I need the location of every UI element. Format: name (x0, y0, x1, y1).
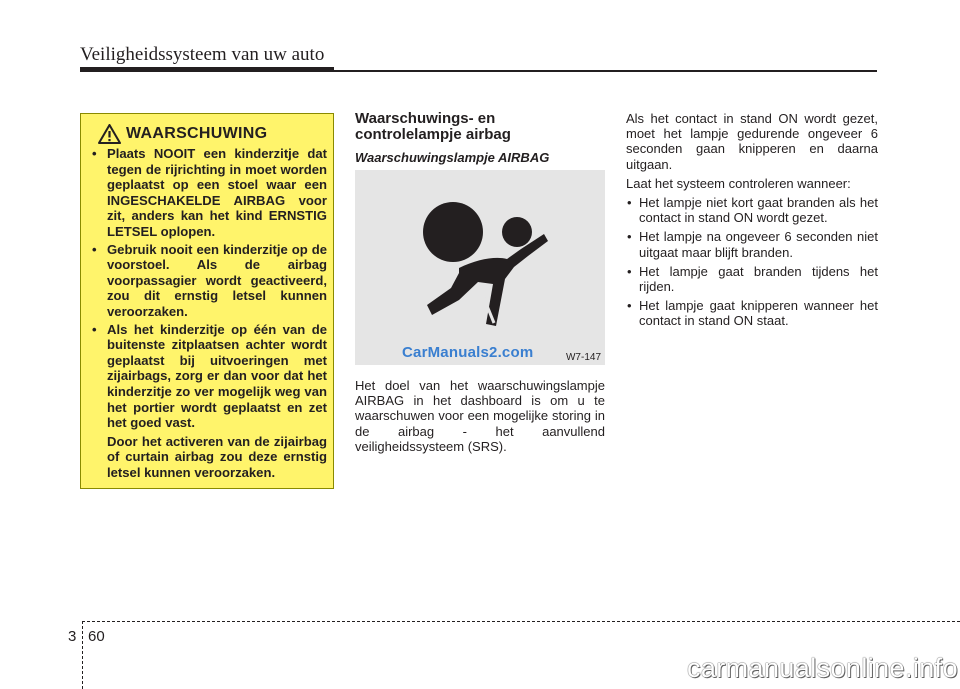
page-divider-vertical (82, 621, 83, 689)
header-rule-thick (80, 67, 334, 72)
check-item: • Het lampje gaat knipperen wanneer het contact in stand ON staat. (626, 298, 878, 328)
page-divider-horizontal (82, 621, 960, 622)
airbag-illustration (355, 170, 605, 365)
warning-item: • Als het kinderzitje op één van de buitenste zitplaatsen achter wordt geplaatst bij uitvoeringen met zijairbags, zorg er dan voor dat het kinderzitje zo ver mogelijk weg van het portier wordt geplaatst en zet het goed vast. (89, 322, 327, 431)
section-subtitle: Waarschuwingslampje AIRBAG (355, 150, 550, 165)
check-item: • Het lampje na ongeveer 6 seconden niet uitgaat maar blijft branden. (626, 229, 878, 259)
image-code: W7-147 (565, 352, 601, 363)
warning-extra-paragraph: Door het activeren van de zijairbag of curtain airbag zou deze ernstig letsel kunnen veroorzaken. (107, 433, 327, 480)
warning-box (80, 113, 334, 489)
warning-triangle-icon (98, 124, 121, 144)
section-title: Waarschuwings- en controlelampje airbag (355, 110, 511, 143)
intro-paragraph: Als het contact in stand ON wordt gezet, moet het lampje gedurende ongeveer 6 seconden gaan knipperen en daarna uitgaan. (626, 111, 878, 172)
check-item: • Het lampje gaat branden tijdens het rijden. (626, 264, 878, 294)
page-header-title: Veiligheidssysteem van uw auto (80, 44, 325, 65)
warning-header (98, 123, 267, 145)
check-item: • Het lampje niet kort gaat branden als het contact in stand ON wordt gezet. (626, 195, 878, 225)
section-body: Het doel van het waarschuwingslampje AIRBAG in het dashboard is om u te waarschuwen voor een mogelijke storing in de airbag - het aanvullend veiligheidssysteem (SRS). (355, 378, 605, 454)
warning-title: WAARSCHUWING (126, 125, 268, 142)
airbag-warning-icon (355, 170, 605, 365)
check-label: Laat het systeem controleren wanneer: (626, 175, 851, 191)
warning-item: • Gebruik nooit een kinderzitje op de voorstoel. Als de airbag voorpassagier wordt geactiveerd, zou dit ernstig letsel kunnen veroorzaken. (89, 242, 327, 320)
footer-watermark: carmanualsonline.info (686, 653, 958, 683)
page-number: 60 (88, 628, 105, 645)
right-column (626, 111, 878, 333)
warning-item: • Plaats NOOIT een kinderzitje dat tegen de rijrichting in moet worden geplaatst op een stoel waar een INGESCHAKELDE AIRBAG voor zit, anders kan het kind ERNSTIG LETSEL oplopen. (89, 146, 327, 240)
chapter-number: 3 (68, 628, 77, 645)
header-rule-thin (334, 70, 877, 72)
warning-list (89, 146, 327, 480)
watermark-text: CarManuals2.com (402, 344, 534, 361)
check-list (626, 195, 878, 329)
